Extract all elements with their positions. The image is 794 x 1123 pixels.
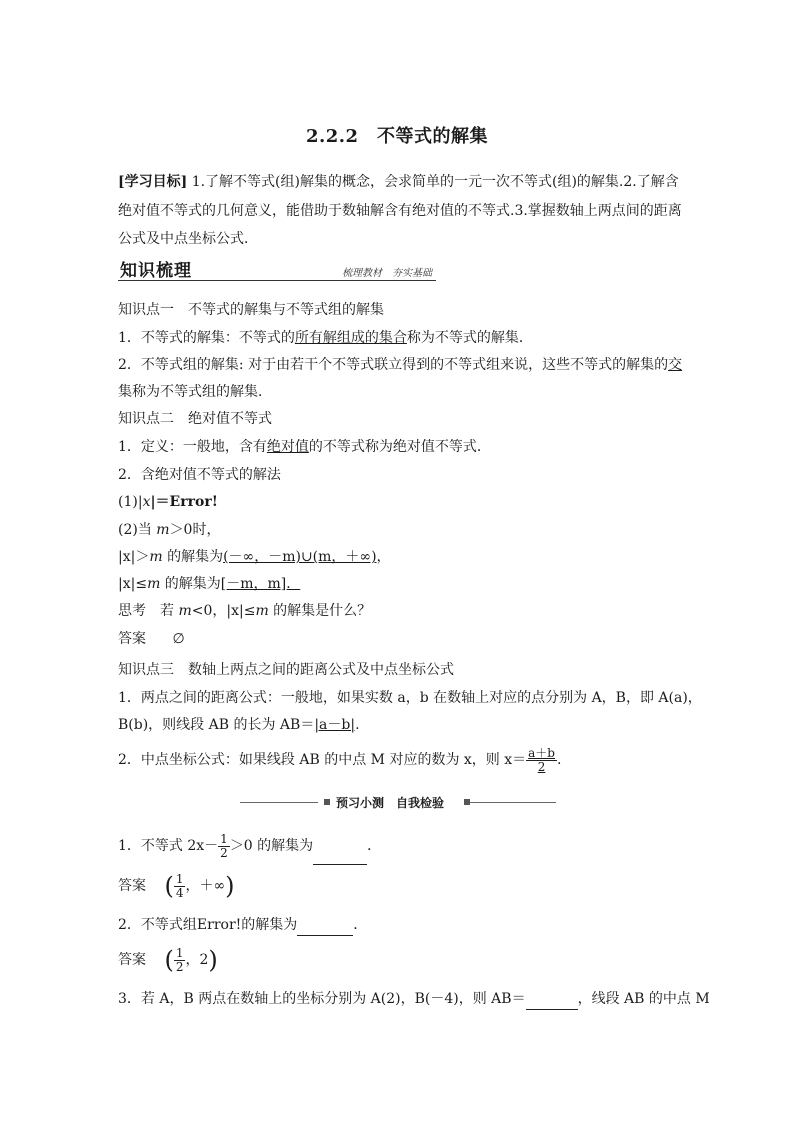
quiz-a1-fraction <box>174 873 186 900</box>
quiz-q2 <box>118 915 688 936</box>
kp2-sub-1 <box>118 492 688 512</box>
kp2-rule-2-var: m <box>147 576 161 592</box>
kp3-item-2 <box>118 740 688 780</box>
kp3-item-1-answer: |a－b| <box>314 717 356 733</box>
section-underline <box>118 280 436 281</box>
kp2-title: 知识点二 绝对值不等式 <box>118 411 272 427</box>
kp2-sub-2 <box>118 520 688 540</box>
quiz-q1 <box>118 828 688 865</box>
quiz-q2-end: ． <box>353 917 368 933</box>
kp3-item-1-end: . <box>355 717 360 733</box>
kp2-rule-1-c: ， <box>376 549 391 565</box>
objectives-line-1 <box>118 172 688 192</box>
kp2-answer <box>118 629 688 649</box>
kp3-item-2-text: 2．中点坐标公式：如果线段 AB 的中点 M 对应的数为 x，则 x＝ <box>118 752 527 768</box>
kp2-think-c: 的解集是什么？ <box>268 603 372 619</box>
kp2-rule-2-answer: [－m，m]． <box>220 576 301 592</box>
kp1-item-2 <box>118 355 688 375</box>
kp2-item-2: 2．含绝对值不等式的解法 <box>118 467 281 483</box>
divider-line-left <box>240 802 318 803</box>
kp3-item-2-end: . <box>556 752 562 768</box>
quiz-q3-blank <box>526 989 578 1010</box>
quiz-q3 <box>118 989 710 1010</box>
kp2-rule-2-b: 的解集为 <box>160 576 221 592</box>
fraction-denominator: 2 <box>175 959 184 974</box>
quiz-q1-fraction <box>218 833 230 860</box>
quiz-a2-rest: ，2 <box>185 952 209 968</box>
quiz-q3-end: ，线段 AB 的中点 M <box>577 991 710 1007</box>
paren-open: ( <box>164 946 174 974</box>
fraction-denominator: 4 <box>175 885 184 900</box>
fraction-numerator: a＋b <box>528 745 555 760</box>
kp1-item-1-end: 称为不等式的解集． <box>406 330 533 346</box>
kp2-think-var: m <box>178 603 192 619</box>
page-title: 2.2.2 不等式的解集 <box>305 126 489 147</box>
fraction-numerator: 1 <box>175 945 184 960</box>
quiz-q2-blank <box>297 915 353 936</box>
kp3-item-1-line-1: 1．两点之间的距离公式：一般地，如果实数 a，b 在数轴上对应的点分别为 A，B，即 A(a)， <box>118 690 702 706</box>
kp3-title: 知识点三 数轴上两点之间的距离公式及中点坐标公式 <box>118 662 454 678</box>
section-tag: 梳理教材 夯实基础 <box>342 268 432 279</box>
kp2-rule-1-a: |x|＞ <box>118 549 150 565</box>
quiz-q2-text: 2．不等式组Error!的解集为 <box>118 917 298 933</box>
quiz-a1-rest: ，＋∞ <box>185 878 226 894</box>
kp2-item-1 <box>118 437 688 457</box>
kp2-item-1-text: 1．定义：一般地，含有 <box>118 439 267 455</box>
kp1-item-1 <box>118 328 688 348</box>
paren-close: ) <box>225 872 235 900</box>
kp2-think <box>118 601 688 621</box>
kp2-rule-2 <box>118 574 688 594</box>
objectives-label: [学习目标] <box>118 174 188 190</box>
kp1-item-1-key: 所有解组成的集合 <box>294 330 407 346</box>
kp2-sub-2-b: ＞0时， <box>169 522 221 538</box>
quiz-a1 <box>118 868 688 904</box>
kp2-sub-1-a: (1)| <box>118 494 143 510</box>
fraction-numerator: 1 <box>175 871 184 886</box>
kp2-think-var-2: m <box>255 603 269 619</box>
divider-line-right <box>470 802 556 803</box>
divider-text: 预习小测 自我检验 <box>336 796 445 810</box>
fraction-numerator: 1 <box>220 831 228 846</box>
section-heading: 知识梳理 <box>120 261 192 281</box>
kp1-item-2-text: 2．不等式组的解集: 对于由若干个不等式联立得到的不等式组来说，这些不等式的解集的 <box>118 357 669 373</box>
kp2-item-1-end: 的不等式称为绝对值不等式． <box>308 439 491 455</box>
quiz-q1-text-2: ＞0 的解集为 <box>229 838 314 854</box>
kp2-think-a: 思考 若 <box>118 603 179 619</box>
paren-close: ) <box>208 946 218 974</box>
answer-label: 答案 <box>118 878 146 894</box>
midpoint-fraction <box>526 747 557 774</box>
section-header-knowledge <box>118 256 436 282</box>
kp3-item-1-line-2 <box>118 715 688 735</box>
quiz-q1-text: 1．不等式 2x－ <box>118 838 219 854</box>
kp2-rule-1-b: 的解集为 <box>162 549 224 565</box>
answer-label: 答案 <box>118 952 146 968</box>
kp1-item-1-text: 1．不等式的解集：不等式的 <box>118 330 295 346</box>
kp1-item-2-key: 交 <box>668 357 683 373</box>
answer-value: ∅ <box>172 631 185 647</box>
preview-divider <box>240 793 556 811</box>
kp2-rule-1-answer: (－∞，－m)∪(m，＋∞) <box>223 549 377 565</box>
kp2-item-1-key: 绝对值 <box>266 439 309 455</box>
fraction-denominator: 2 <box>537 759 546 774</box>
kp2-sub-2-var: m <box>156 522 170 538</box>
kp2-sub-1-var: x <box>142 494 151 510</box>
quiz-a2 <box>118 942 688 978</box>
quiz-q1-blank <box>313 828 367 865</box>
kp2-rule-2-a: |x|≤ <box>118 576 148 592</box>
paren-open: ( <box>164 872 174 900</box>
objectives-text-1: 1.了解不等式(组)解集的概念，会求简单的一元一次不等式(组)的解集.2.了解含 <box>191 174 679 190</box>
kp2-rule-1 <box>118 547 688 567</box>
quiz-q3-text: 3．若 A，B 两点在数轴上的坐标分别为 A(2)，B(－4)，则 AB＝ <box>118 991 526 1007</box>
kp2-think-b: <0，|x|≤ <box>191 603 256 619</box>
fraction-denominator: 2 <box>220 845 228 860</box>
kp1-title: 知识点一 不等式的解集与不等式组的解集 <box>118 302 384 318</box>
kp2-rule-1-var: m <box>149 549 163 565</box>
quiz-q1-end: ． <box>367 838 382 854</box>
kp2-sub-1-b: |＝Error! <box>150 494 218 510</box>
objectives-line-3: 公式及中点坐标公式． <box>118 231 258 247</box>
kp2-sub-2-a: (2)当 <box>118 522 157 538</box>
quiz-a2-fraction <box>174 947 186 974</box>
objectives-line-2: 绝对值不等式的几何意义，能借助于数轴解含有绝对值的不等式.3.掌握数轴上两点间的距离 <box>118 203 682 219</box>
kp1-item-2-cont: 集称为不等式组的解集． <box>118 384 272 400</box>
kp3-item-1-text: B(b)，则线段 AB 的长为 AB＝ <box>118 717 315 733</box>
answer-label: 答案 <box>118 631 146 647</box>
divider-square-left <box>324 799 330 805</box>
